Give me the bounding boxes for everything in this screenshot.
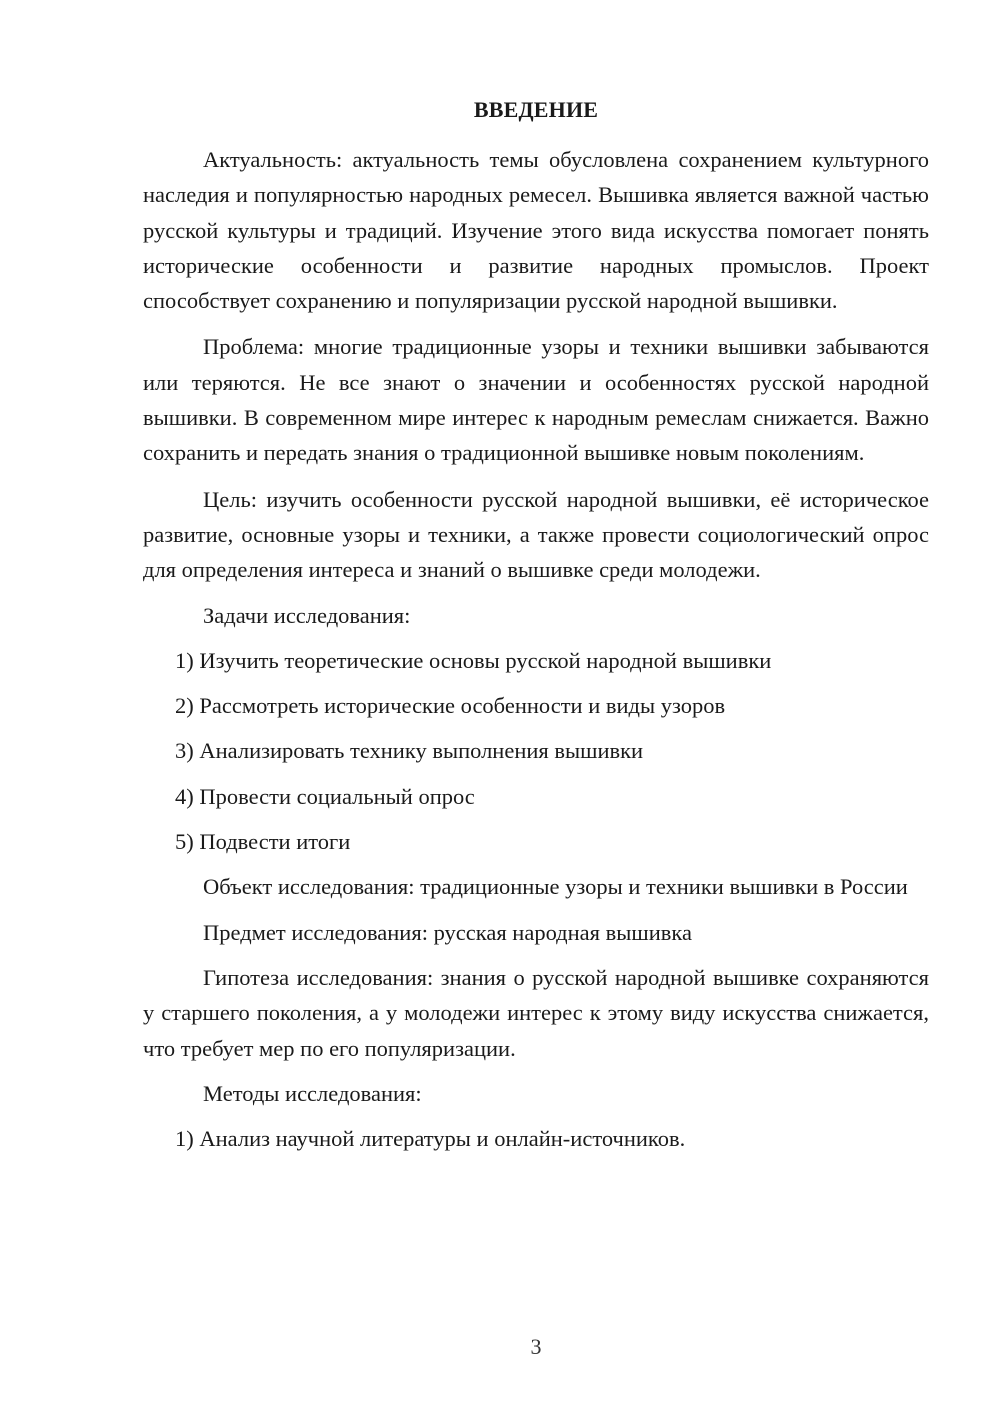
hypothesis-paragraph: Гипотеза исследования: знания о русской народной вышивке сохраняются у старшего поколения, а у молодежи интерес к этому виду искусства снижается, что требует мер по его популяризации. [143,964,929,1061]
methods-heading: Методы исследования: [203,1080,422,1106]
task-item-3: 3) Анализировать технику выполнения вышивки [175,738,644,764]
goal-paragraph: Цель: изучить особенности русской народной вышивки, её историческое развитие, основные узоры и техники, а также провести социологический опрос для определения интереса и знаний о вышивке среди молодежи. [143,486,929,583]
task-item-4: 4) Провести социальный опрос [175,783,475,809]
object-paragraph: Объект исследования: традиционные узоры и техники вышивки в России [203,874,908,900]
task-item-2: 2) Рассмотреть исторические особенности и виды узоров [175,693,726,719]
task-item-1: 1) Изучить теоретические основы русской народной вышивки [175,647,772,673]
method-item-1: 1) Анализ научной литературы и онлайн-источников. [175,1126,686,1152]
page-title: ВВЕДЕНИЕ [473,97,599,122]
page-number: 3 [530,1334,542,1359]
relevance-paragraph: Актуальность: актуальность темы обусловлена сохранением культурного наследия и популярностью народных ремесел. Вышивка является важной частью русской культуры и традиций. Изучение этого вида искусства помогает понять исторические особенности и развитие народных промыслов. Проект способствует сохранению и популяризации русской народной вышивки. [143,147,929,314]
tasks-heading: Задачи исследования: [203,602,411,628]
body-text [143,142,929,1156]
task-item-5: 5) Подвести итоги [175,829,351,855]
problem-paragraph: Проблема: многие традиционные узоры и техники вышивки забываются или теряются. Не все знают о значении и особенностях русской народной вышивки. В современном мире интерес к народным ремеслам снижается. Важно сохранить и передать знания о традиционной вышивке новым поколениям. [143,334,929,466]
subject-paragraph: Предмет исследования: русская народная вышивка [203,919,692,945]
